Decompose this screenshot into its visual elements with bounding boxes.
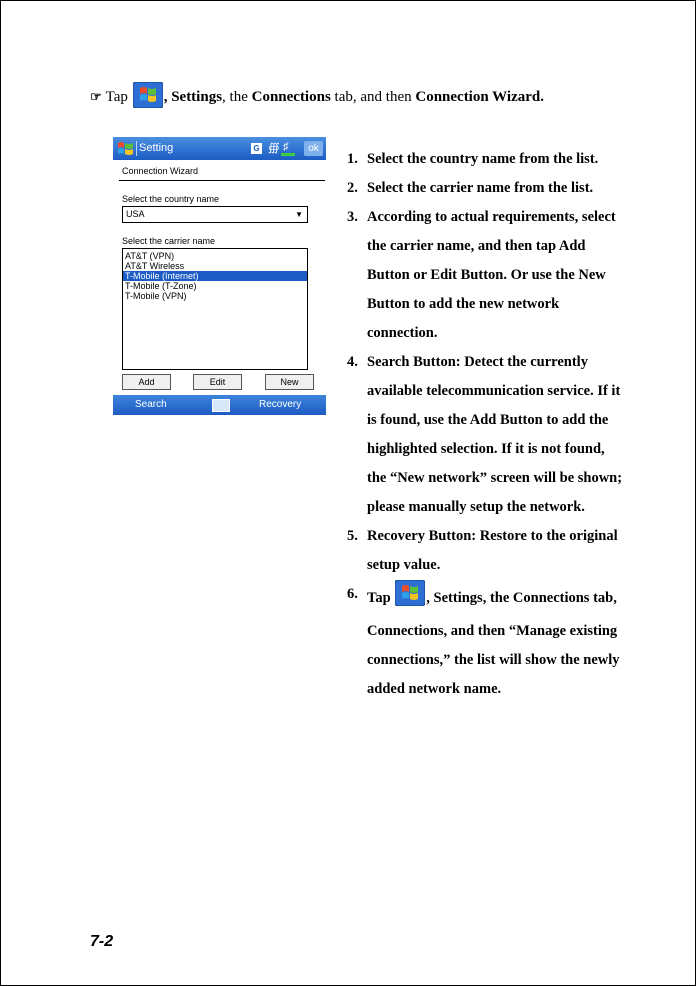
- step-text: , the: [482, 589, 513, 606]
- step-add-button: Add Button: [367, 238, 586, 283]
- step-text: , and then “Manage existing connections,” the list will show the newly added network name.: [367, 623, 620, 697]
- steps-list: [347, 145, 627, 704]
- step-text: Button to add the new network connection.: [367, 296, 560, 341]
- intro-connection-wizard: Connection Wizard: [415, 88, 541, 105]
- step-6: [347, 580, 627, 704]
- intro-settings: , Settings: [163, 88, 223, 105]
- carrier-list[interactable]: [122, 248, 308, 370]
- carrier-label: Select the carrier name: [122, 236, 216, 246]
- page-subtitle: Connection Wizard: [122, 166, 199, 176]
- step-text: Button to add the highlighted selection. If it is not found, the “New network” screen will be shown; please manually setup the network.: [367, 412, 623, 515]
- step-search: Search: [367, 354, 410, 370]
- title-separator: [136, 141, 137, 156]
- step-text: or: [409, 267, 431, 283]
- windows-start-icon: [395, 580, 425, 617]
- intro-tap-text: Tap: [105, 88, 128, 105]
- step-text: Select the country name from the list.: [367, 151, 599, 167]
- new-button[interactable]: New: [265, 374, 314, 390]
- step-text: Tap: [367, 589, 395, 606]
- step-number: 4.: [347, 354, 358, 370]
- step-new: New: [578, 267, 606, 283]
- divider: [119, 180, 325, 181]
- step-text: Select the carrier name from the list.: [367, 180, 594, 196]
- step-text: Button: Restore to the original setup value.: [367, 528, 618, 573]
- step-connections-tab: Connections: [512, 589, 590, 606]
- battery-icon: [281, 153, 295, 156]
- list-item[interactable]: AT&T (VPN): [125, 251, 175, 261]
- intro-tab-and-then: tab, and then: [330, 88, 416, 105]
- intro-instruction: [90, 82, 544, 113]
- add-button[interactable]: Add: [122, 374, 171, 390]
- step-number: 3.: [347, 209, 358, 225]
- intro-connections: Connections: [251, 88, 331, 105]
- page-number: 7-2: [90, 933, 114, 950]
- ok-button[interactable]: ok: [304, 141, 323, 156]
- title-bar: [113, 137, 326, 160]
- step-edit: Edit: [430, 267, 457, 283]
- step-text: Button: Detect the currently available telecommunication service. If it is found, use the: [367, 354, 621, 428]
- intro-the: , the: [222, 88, 252, 105]
- intro-period: .: [540, 88, 544, 105]
- step-text: Button. Or use the: [457, 267, 579, 283]
- edit-button[interactable]: Edit: [193, 374, 242, 390]
- menu-bar: [113, 395, 326, 415]
- gprs-icon: G: [251, 143, 262, 154]
- country-value: USA: [126, 209, 145, 219]
- step-settings: , Settings: [426, 589, 483, 606]
- step-3: [347, 203, 627, 348]
- list-item[interactable]: AT&T Wireless: [125, 261, 185, 271]
- recovery-softkey[interactable]: Recovery: [259, 399, 302, 410]
- connection-wizard-screenshot: [113, 137, 326, 415]
- window-title: Setting: [139, 142, 174, 154]
- list-item-selected[interactable]: T-Mobile (Internet): [123, 271, 307, 281]
- volume-icon[interactable]: ♯: [283, 141, 289, 153]
- step-5: [347, 522, 627, 580]
- windows-start-icon: [133, 82, 163, 113]
- chevron-down-icon: ▼: [295, 210, 303, 219]
- step-recovery: Recovery: [367, 528, 425, 544]
- windows-start-icon[interactable]: [117, 140, 134, 158]
- country-dropdown[interactable]: [122, 206, 308, 223]
- step-number: 5.: [347, 528, 358, 544]
- step-number: 1.: [347, 151, 358, 167]
- hand-pointer-icon: ☞: [90, 88, 102, 104]
- list-item[interactable]: T-Mobile (T-Zone): [125, 281, 197, 291]
- step-1: [347, 145, 627, 174]
- step-connections: Connections: [367, 623, 444, 639]
- step-text: tab,: [589, 589, 617, 606]
- step-number: 6.: [347, 586, 358, 602]
- search-softkey[interactable]: Search: [135, 399, 167, 410]
- step-4: [347, 348, 627, 522]
- step-text: According to actual requirements, select the carrier name, and then tap: [367, 209, 616, 254]
- country-label: Select the country name: [122, 194, 220, 204]
- signal-icon: ∰: [268, 142, 280, 154]
- keyboard-icon[interactable]: [212, 399, 230, 412]
- step-number: 2.: [347, 180, 358, 196]
- list-item[interactable]: T-Mobile (VPN): [125, 291, 187, 301]
- step-2: [347, 174, 627, 203]
- step-add: Add: [469, 412, 497, 428]
